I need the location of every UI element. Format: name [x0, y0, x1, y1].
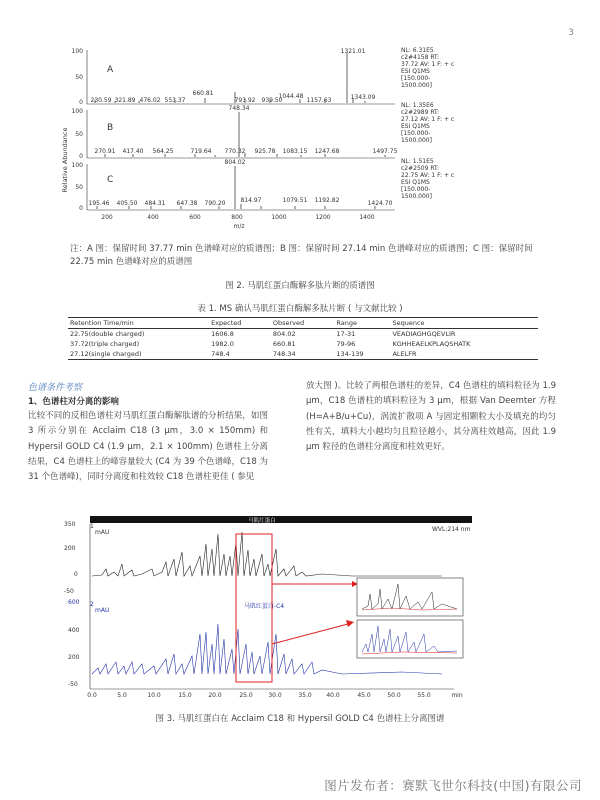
svg-text:790.20: 790.20: [204, 200, 226, 207]
peak-label: 660.81: [192, 90, 214, 97]
svg-text:55.0: 55.0: [417, 692, 431, 699]
svg-text:27.12 AV: 1 F: + c: 27.12 AV: 1 F: + c: [401, 116, 455, 123]
svg-text:[150.000-: [150.000-: [401, 130, 431, 137]
panel-label: A: [107, 65, 114, 75]
paragraph-left: 比较不同的反相色谱柱对马肌红蛋白酶解肽谱的分析结果，如图 3 所示分别在 Acclaim C18 (3 μm，3.0 × 150mm) 和 Hypersil GOLD C4 (1.9 μm，2.1 × 100mm) 色谱柱上分离结果，C4 色谱柱上的峰容量较大 (C4 为 39 个色谱峰，C18 为 31 个色谱峰)，同时分离度和柱效较 C18 色谱柱更佳 ( 参见: [28, 411, 268, 483]
svg-text:[150.000-: [150.000-: [401, 186, 431, 193]
svg-text:50.0: 50.0: [387, 692, 401, 699]
col-header: Retention Time/min: [68, 318, 209, 329]
svg-text:c2#4158 RT:: c2#4158 RT:: [401, 54, 440, 61]
peak-label: 1044.48: [278, 93, 304, 100]
y-tick: 400: [68, 627, 80, 634]
svg-text:800: 800: [231, 214, 243, 221]
section-title: 色谱条件考察: [28, 383, 83, 393]
panel-label: B: [107, 123, 114, 133]
svg-text:NL: 1.51E5: NL: 1.51E5: [401, 158, 434, 165]
svg-text:925.78: 925.78: [254, 148, 276, 155]
svg-text:10.0: 10.0: [147, 692, 161, 699]
svg-text:50: 50: [75, 131, 83, 138]
svg-text:15.0: 15.0: [178, 692, 192, 699]
peak-label: 793.92: [234, 97, 256, 104]
unit-label: mAU: [95, 529, 110, 536]
peak-label: 939.50: [261, 97, 283, 104]
y-tick: 600: [68, 599, 80, 606]
svg-text:719.64: 719.64: [190, 148, 212, 155]
trace2-label: 马肌红蛋白-C4: [243, 603, 285, 610]
svg-text:40.0: 40.0: [326, 692, 340, 699]
svg-text:1247.68: 1247.68: [314, 148, 340, 155]
table-row: 37.72(triple charged) 1982.0 660.81 79-96 KGHHEAELKPLAQSHATK: [70, 340, 471, 348]
inset-chromatogram-2: [357, 620, 463, 658]
peak-label: 1321.01: [340, 48, 366, 55]
peak-label: 748.34: [228, 105, 250, 112]
y-tick: 50: [75, 74, 83, 81]
spectrum-panel-a: [72, 47, 455, 106]
peak-label: 1157.63: [306, 97, 332, 104]
svg-text:1497.75: 1497.75: [372, 148, 398, 155]
svg-text:1424.70: 1424.70: [367, 200, 393, 207]
svg-text:647.38: 647.38: [176, 200, 198, 207]
peak-label: 1343.09: [350, 94, 376, 101]
svg-text:1200: 1200: [315, 214, 331, 221]
paragraph-right: 放大图 )。比较了两根色谱柱的差异，C4 色谱柱的填料粒径为 1.9 μm，C18 色谱柱的填料粒径为 3 μm，根据 Van Deemter 方程 (H=A+B/u+Cu)，涡流扩散项 A 与固定相颗粒大小及填充的均匀性有关，填料大小越均匀且粒径越小，其分离柱效越高，因此 1.9 μm 粒径的色谱柱分离度和柱效更好。: [306, 381, 556, 453]
y-tick: 100: [71, 48, 83, 55]
x-axis-label: m/z: [233, 223, 245, 230]
peak-label: 804.02: [224, 159, 246, 166]
trace-id: 1: [90, 523, 94, 530]
peak-label: 553.37: [164, 97, 186, 104]
svg-text:1000: 1000: [271, 214, 287, 221]
inset-chromatogram-1: [357, 578, 463, 616]
svg-text:NL: 6.31E5: NL: 6.31E5: [401, 47, 434, 54]
peak-label: 476.02: [139, 97, 161, 104]
x-axis-ticks: [101, 214, 375, 221]
chromatogram-trace-c18: [92, 532, 442, 576]
svg-text:ESI Q1MS: ESI Q1MS: [401, 123, 430, 130]
peak-label: 230.59: [90, 97, 112, 104]
spectrum-info: [401, 158, 454, 200]
svg-text:1192.82: 1192.82: [314, 197, 340, 204]
y-tick: 0: [79, 99, 83, 106]
svg-text:200: 200: [101, 214, 113, 221]
table-title: 表 1. MS 确认马肌红蛋白酶解多肽片断 ( 与文献比较 ): [197, 304, 403, 314]
svg-text:270.91: 270.91: [94, 148, 116, 155]
svg-text:[150.000-: [150.000-: [401, 75, 431, 82]
svg-text:5.0: 5.0: [117, 692, 127, 699]
mass-spectra-figure: [55, 40, 555, 240]
svg-text:30.0: 30.0: [268, 692, 282, 699]
y-tick: -50: [68, 681, 78, 688]
wavelength-label: WVL:214 nm: [432, 526, 471, 533]
ms-table: [68, 317, 538, 360]
y-tick: -50: [64, 588, 74, 595]
svg-text:195.46: 195.46: [88, 200, 110, 207]
spectrum-info: [401, 47, 454, 89]
svg-text:814.97: 814.97: [240, 197, 262, 204]
svg-text:1500.000]: 1500.000]: [401, 137, 432, 144]
svg-text:600: 600: [189, 214, 201, 221]
svg-text:417.40: 417.40: [122, 148, 144, 155]
figure-note: 注：A 图：保留时间 37.77 min 色谱峰对应的质谱图；B 图：保留时间 27.14 min 色谱峰对应的质谱图；C 图：保留时间 22.75 min 色谱峰对应的质谱图: [70, 244, 533, 267]
svg-text:100: 100: [71, 162, 83, 169]
svg-text:400: 400: [147, 214, 159, 221]
svg-text:770.32: 770.32: [224, 148, 246, 155]
col-header: Sequence: [390, 318, 538, 329]
svg-text:50: 50: [75, 184, 83, 191]
svg-text:37.72 AV: 1 F: + c: 37.72 AV: 1 F: + c: [401, 61, 455, 68]
svg-text:min: min: [451, 692, 463, 699]
page-number: 3: [568, 28, 574, 38]
col-header: Observed: [271, 318, 335, 329]
figure2-caption: 图 2. 马肌红蛋白酶解多肽片断的质谱图: [225, 281, 375, 291]
col-header: Expected: [209, 318, 271, 329]
publisher-credit: 图片发布者：赛默飞世尔科技(中国)有限公司: [324, 778, 582, 793]
svg-text:ESI Q1MS: ESI Q1MS: [401, 179, 430, 186]
svg-text:20.0: 20.0: [208, 692, 222, 699]
svg-text:45.0: 45.0: [357, 692, 371, 699]
table-row: 22.75(double charged) 1606.8 804.02 17-31 VEADIAGHGQEVLIR: [70, 330, 456, 338]
chromatogram-header: 马肌红蛋白: [248, 518, 276, 524]
svg-text:22.75 AV: 1 F: + c: 22.75 AV: 1 F: + c: [401, 172, 455, 179]
svg-text:NL: 1.35E6: NL: 1.35E6: [401, 102, 434, 109]
svg-text:1079.51: 1079.51: [282, 197, 308, 204]
svg-text:100: 100: [71, 108, 83, 115]
svg-text:c2#2509 RT:: c2#2509 RT:: [401, 165, 440, 172]
y-tick: 350: [64, 521, 76, 528]
peak-label: 321.89: [114, 97, 136, 104]
chromatogram-figure: [62, 514, 482, 704]
trace-id: 2: [90, 601, 94, 608]
svg-text:ESI Q1MS: ESI Q1MS: [401, 68, 430, 75]
col-header: Range: [334, 318, 390, 329]
svg-text:1500.000]: 1500.000]: [401, 193, 432, 200]
svg-text:1083.15: 1083.15: [282, 148, 308, 155]
y-tick: 0: [74, 571, 78, 578]
svg-text:0.0: 0.0: [87, 692, 97, 699]
svg-text:25.0: 25.0: [239, 692, 253, 699]
svg-text:0: 0: [79, 205, 83, 212]
svg-text:405.50: 405.50: [116, 200, 138, 207]
y-tick: 200: [68, 654, 80, 661]
svg-text:0: 0: [79, 153, 83, 160]
spectrum-info: [401, 102, 454, 144]
svg-text:484.31: 484.31: [144, 200, 166, 207]
panel-label: C: [107, 175, 114, 185]
x-axis-ticks: [87, 692, 463, 699]
svg-text:c2#2989 RT:: c2#2989 RT:: [401, 109, 440, 116]
table-row: 27.12(single charged) 748.4 748.34 134-139 ALELFR: [68, 349, 538, 360]
spectrum-panel-b: [72, 102, 455, 160]
svg-text:564.25: 564.25: [152, 148, 174, 155]
unit-label: mAU: [95, 607, 110, 614]
y-tick: 200: [64, 545, 76, 552]
figure3-caption: 图 3. 马肌红蛋白在 Acclaim C18 和 Hypersil GOLD C4 色谱柱上分离图谱: [155, 714, 445, 724]
subsection-title: 1、色谱柱对分离的影响: [28, 397, 119, 407]
y-axis-label: Relative Abundance: [61, 127, 69, 193]
svg-text:1400: 1400: [359, 214, 375, 221]
svg-text:35.0: 35.0: [298, 692, 312, 699]
spectrum-panel-c: [72, 158, 455, 230]
svg-text:1500.000]: 1500.000]: [401, 82, 432, 89]
